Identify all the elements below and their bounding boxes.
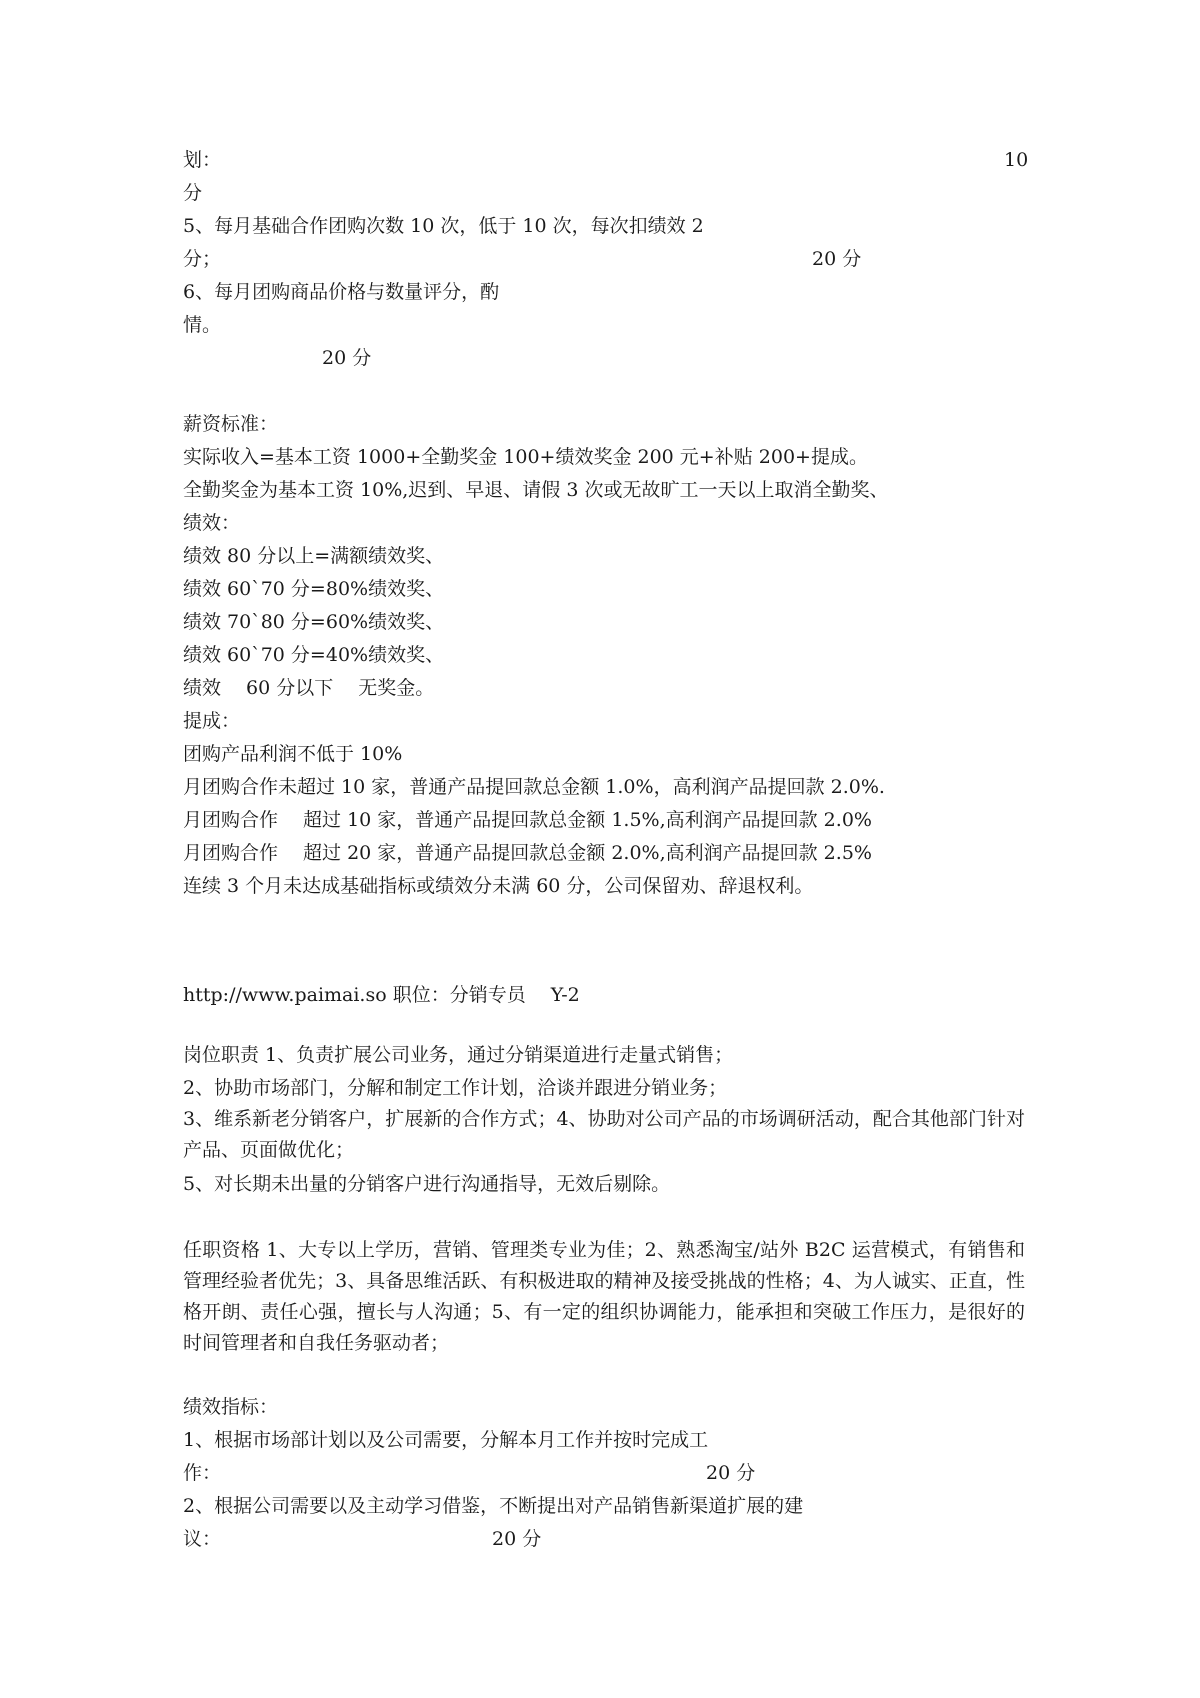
text-line: 绩效 60`70 分=80%绩效奖、 [183,578,445,600]
score-text: 10 [1004,149,1029,171]
section-heading: 绩效指标： [183,1396,279,1418]
text-line: 2、协助市场部门，分解和制定工作计划，洽谈并跟进分销业务； [183,1077,728,1099]
text-line: 绩效： [183,512,241,534]
text-line: 月团购合作未超过 10 家，普通产品提回款总金额 1.0%，高利润产品提回款 2.0%. [183,776,885,798]
text-line: 议： [183,1528,222,1550]
text-line: 划： [183,149,222,171]
text-line: 6、每月团购商品价格与数量评分，酌 [183,281,500,303]
qualifications-paragraph: 任职资格 1、大专以上学历，营销、管理类专业为佳；2、熟悉淘宝/站外 B2C 运营模式，有销售和管理经验者优先；3、具备思维活跃、有积极进取的精神及接受挑战的性格；4、为人诚实、正直，性格开朗、责任心强，擅长与人沟通；5、有一定的组织协调能力，能承担和突破工作压力，是很好的时间管理者和自我任务驱动者； [183,1239,1025,1354]
text-line: 作： [183,1462,222,1484]
text-line: 5、每月基础合作团购次数 10 次，低于 10 次，每次扣绩效 2 [183,215,704,237]
text-line: 岗位职责 1、负责扩展公司业务，通过分销渠道进行走量式销售； [183,1044,734,1066]
text-line: 月团购合作 超过 20 家，普通产品提回款总金额 2.0%,高利润产品提回款 2.5% [183,842,872,864]
text-line: 分 [183,182,203,204]
text-line: 1、根据市场部计划以及公司需要，分解本月工作并按时完成工 [183,1429,709,1451]
score-text: 20 分 [706,1462,756,1484]
text-line: 团购产品利润不低于 10% [183,743,403,765]
text-paragraph: 3、维系新老分销客户，扩展新的合作方式；4、协助对公司产品的市场调研活动，配合其他部门针对产品、页面做优化； [183,1108,1025,1161]
text-line: 5、对长期未出量的分销客户进行沟通指导，无效后剔除。 [183,1173,671,1195]
score-text: 20 分 [492,1528,542,1550]
score-text: 20 分 [812,248,862,270]
text-line: 实际收入=基本工资 1000+全勤奖金 100+绩效奖金 200 元+补贴 200+提成。 [183,446,868,468]
position-title: http://www.paimai.so 职位：分销专员 Y-2 [183,984,580,1006]
text-line: 连续 3 个月未达成基础指标或绩效分未满 60 分，公司保留劝、辞退权利。 [183,875,814,897]
text-line: 分； [183,248,222,270]
text-line: 2、根据公司需要以及主动学习借鉴，不断提出对产品销售新渠道扩展的建 [183,1495,804,1517]
text-line: 提成： [183,710,241,732]
text-line: 绩效 70`80 分=60%绩效奖、 [183,611,445,633]
text-line: 绩效 80 分以上=满额绩效奖、 [183,545,445,567]
text-line: 绩效 60 分以下 无奖金。 [183,677,435,699]
section-heading: 薪资标准： [183,413,279,435]
text-line: 情。 [183,314,222,336]
text-line: 全勤奖金为基本工资 10%,迟到、早退、请假 3 次或无故旷工一天以上取消全勤奖、 [183,479,889,501]
score-text: 20 分 [322,347,372,369]
text-line: 绩效 60`70 分=40%绩效奖、 [183,644,445,666]
text-line: 月团购合作 超过 10 家，普通产品提回款总金额 1.5%,高利润产品提回款 2.0% [183,809,872,831]
